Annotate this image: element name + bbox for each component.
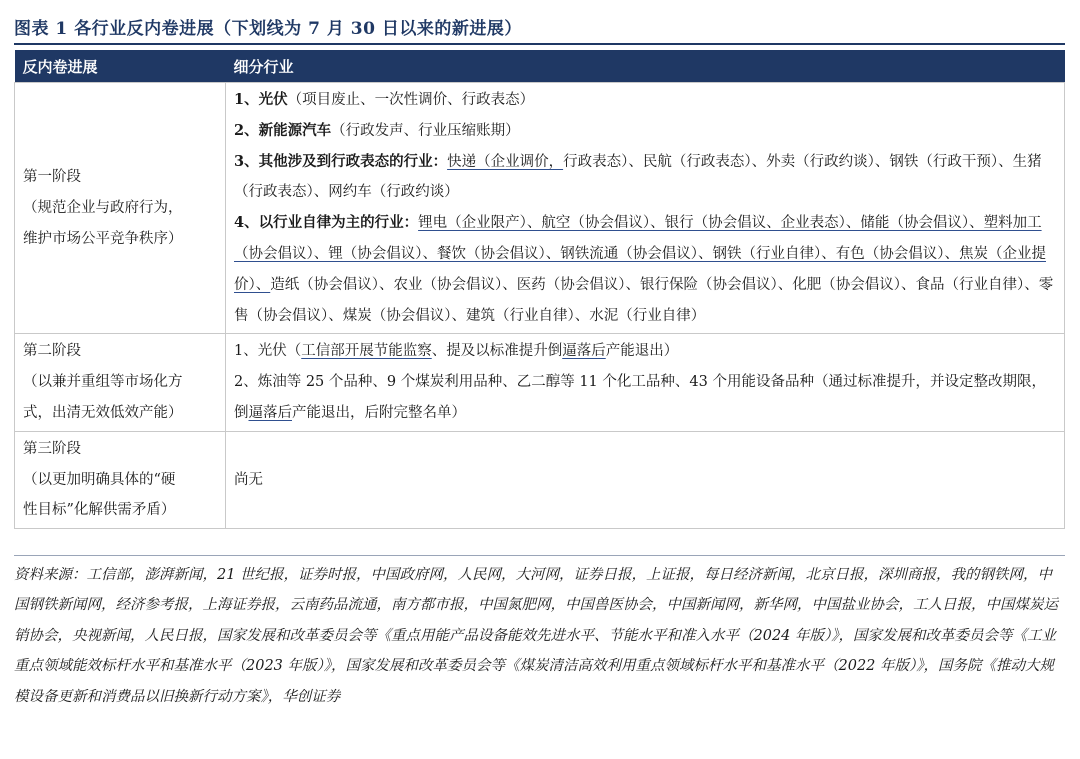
- stage2-item1-b: 、提及以标准提升倒: [431, 343, 563, 360]
- stage2-item1-a: 1、光伏（: [234, 343, 302, 360]
- stage3-cell: [15, 431, 226, 528]
- stage2-item2-b: 产能退出，后附完整名单）: [292, 404, 466, 421]
- stage2-desc-line2: 式，出清无效低效产能）: [23, 404, 183, 421]
- stage1-item3-body: 行政表态）、民航（行政表态）、外卖（行政约谈）、钢铁（行政干预）、生猪（行政表态）、网约车（行政约谈）: [234, 153, 1042, 201]
- stage1-item4-head: 4、以行业自律为主的行业：: [234, 214, 419, 232]
- stage2-item2: [234, 367, 1056, 429]
- stage1-item3-head: 3、其他涉及到行政表态的行业：: [234, 152, 448, 170]
- stage1-item1-body: （项目废止、一次性调价、行政表态）: [287, 92, 535, 108]
- table-row-stage2: [15, 334, 1065, 431]
- stage1-desc-line1: （规范企业与政府行为，: [23, 199, 183, 216]
- stage1-name: 第一阶段: [23, 168, 81, 185]
- stage2-content: [226, 334, 1065, 431]
- stage2-item1-new1: 工信部开展节能监察: [301, 343, 432, 360]
- stage1-item4: [234, 208, 1056, 331]
- header-stage: 反内卷进展: [15, 50, 226, 83]
- stage3-desc-line2: 性目标”化解供需矛盾）: [23, 502, 176, 519]
- stage1-item1-head: 1、光伏: [234, 91, 288, 108]
- stage1-item2-head: 2、新能源汽车: [234, 121, 332, 139]
- stage2-name: 第二阶段: [23, 343, 81, 360]
- stage1-item1: [234, 85, 1056, 116]
- stage1-item3-new: 快递（企业调价，: [447, 153, 564, 170]
- stage1-desc-line2: 维护市场公平竞争秩序）: [23, 230, 183, 247]
- stage1-content: [226, 83, 1065, 334]
- stage3-content: 尚无: [226, 431, 1065, 528]
- stage2-item1-new2: 逼落后: [562, 343, 606, 360]
- header-industry: 细分行业: [226, 50, 1065, 83]
- table-bottom-rule: [14, 555, 1065, 556]
- stage1-item2-body: （行政发声、行业压缩账期）: [331, 122, 520, 139]
- stage1-cell: [15, 83, 226, 334]
- figure-title: 图表 1 各行业反内卷进展（下划线为 7 月 30 日以来的新进展）: [14, 19, 522, 39]
- stage1-item4-body: 造纸（协会倡议）、农业（协会倡议）、医药（协会倡议）、银行保险（协会倡议）、化肥（协会倡议）、食品（行业自律）、零售（协会倡议）、煤炭（协会倡议）、建筑（行业自律）、水泥（行业自律）: [234, 276, 1054, 324]
- stage3-name: 第三阶段: [23, 440, 81, 457]
- table-row-stage1: [15, 83, 1065, 334]
- table-row-stage3: [15, 431, 1065, 528]
- stage2-item1-c: 产能退出）: [605, 343, 679, 360]
- source-note: 资料来源：工信部，澎湃新闻，21 世纪报，证券时报，中国政府网，人民网，大河网，证券日报，上证报，每日经济新闻，北京日报，深圳商报，我的钢铁网，中国钢铁新闻网，经济参考报，上海证券报，云南药品流通，南方都市报，中国氮肥网，中国兽医协会，中国新闻网，新华网，中国盐业协会，工人日报，中国煤炭运销协会，央视新闻，人民日报，国家发展和改革委员会等《重点用能产品设备能效先进水平、节能水平和准入水平（2024 年版）》，国家发展和改革委员会等《工业重点领域能效标杆水平和基准水平（2023 年版）》，国家发展和改革委员会等《煤炭清洁高效利用重点领域标杆水平和基准水平（2022 年版）》，国务院《推动大规模设备更新和消费品以旧换新行动方案》，华创证券: [14, 567, 1058, 705]
- stage2-desc-line1: （以兼并重组等市场化方: [23, 374, 183, 391]
- stage1-item3: [234, 147, 1056, 209]
- table-header-row: [15, 50, 1065, 83]
- stage2-item1: [234, 336, 1056, 367]
- stage1-item4-new: 锂电（企业限产）、航空（协会倡议）、银行（协会倡议、企业表态）、储能（协会倡议）、塑料加工（协会倡议）、锂（协会倡议）、餐饮（协会倡议）、钢铁流通（协会倡议）、钢铁（行业自律）、有色（协会倡议）、焦炭（企业提价）、: [234, 215, 1046, 293]
- stage2-item2-a: 2、炼油等 25 个品种、9 个煤炭利用品种、乙二醇等 11 个化工品种、43 个用能设备品种（通过标准提升，并设定整改期限，倒: [234, 374, 1046, 421]
- title-rule: [14, 43, 1065, 45]
- progress-table: [14, 50, 1065, 529]
- stage1-item2: [234, 116, 1056, 147]
- stage3-desc-line1: （以更加明确具体的“硬: [23, 471, 176, 488]
- stage2-item2-new: 逼落后: [248, 404, 292, 421]
- stage2-cell: [15, 334, 226, 431]
